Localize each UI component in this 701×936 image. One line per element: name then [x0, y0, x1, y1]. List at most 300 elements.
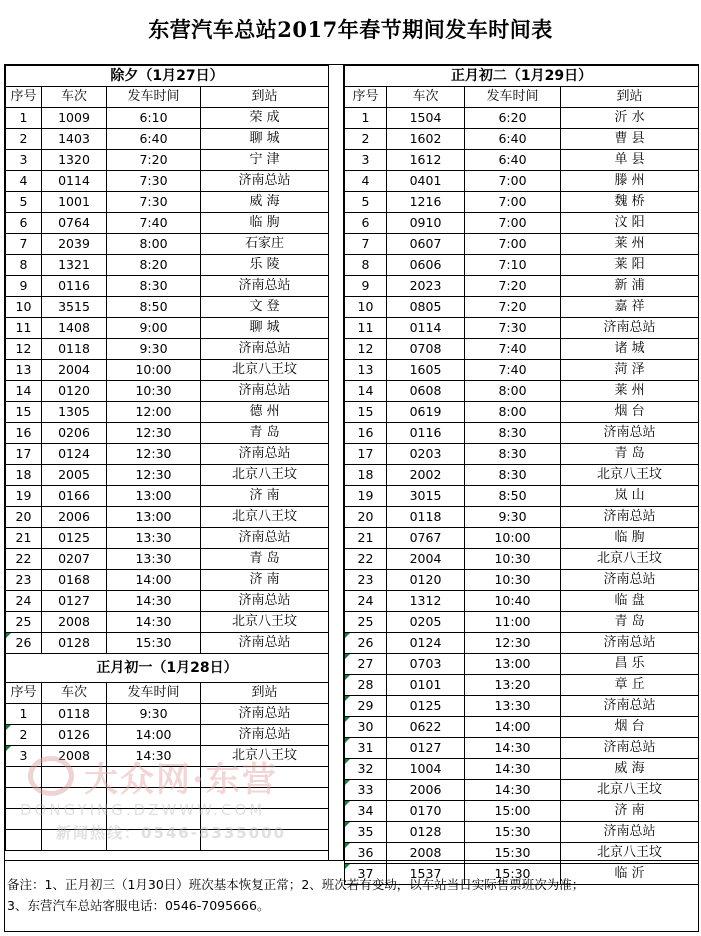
empty-cell — [6, 830, 42, 851]
row-time: 13:20 — [465, 675, 561, 696]
table-row — [345, 780, 699, 801]
row-train: 0127 — [387, 738, 465, 759]
table-row — [345, 591, 699, 612]
table-row — [6, 633, 329, 654]
row-seq: 9 — [6, 276, 42, 297]
row-train: 2008 — [387, 843, 465, 864]
table-row — [6, 276, 329, 297]
row-train: 0120 — [42, 381, 107, 402]
table-row — [6, 444, 329, 465]
table-row — [345, 213, 699, 234]
row-time: 12:30 — [465, 633, 561, 654]
row-time: 15:00 — [465, 801, 561, 822]
row-time: 14:30 — [107, 591, 201, 612]
table-row — [6, 339, 329, 360]
row-seq: 22 — [345, 549, 387, 570]
row-dest: 北京八王坟 — [201, 746, 329, 767]
row-time: 14:30 — [107, 612, 201, 633]
row-dest: 青 岛 — [561, 612, 699, 633]
row-dest: 临 朐 — [561, 528, 699, 549]
table-row — [345, 654, 699, 675]
row-dest: 菏 泽 — [561, 360, 699, 381]
row-time: 8:30 — [107, 276, 201, 297]
row-train: 1216 — [387, 192, 465, 213]
row-time: 13:30 — [107, 549, 201, 570]
row-time: 9:30 — [465, 507, 561, 528]
table-row — [345, 444, 699, 465]
empty-cell — [201, 788, 329, 809]
row-train: 1312 — [387, 591, 465, 612]
row-dest: 济 南 — [201, 486, 329, 507]
row-seq: 17 — [6, 444, 42, 465]
row-dest: 北京八王坟 — [201, 612, 329, 633]
row-time: 10:00 — [107, 360, 201, 381]
watermark-site: DONGYING.DZWWW.COM — [20, 801, 266, 819]
row-dest: 济南总站 — [561, 423, 699, 444]
row-train: 0168 — [42, 570, 107, 591]
col-header-seq: 序号 — [6, 683, 42, 704]
row-dest: 济南总站 — [201, 725, 329, 746]
row-dest: 聊 城 — [201, 318, 329, 339]
row-dest: 威 海 — [561, 759, 699, 780]
row-train: 0205 — [387, 612, 465, 633]
row-seq: 13 — [6, 360, 42, 381]
empty-row — [6, 830, 329, 851]
page-title: 东营汽车总站2017年春节期间发车时间表 — [148, 17, 553, 42]
row-seq: 21 — [345, 528, 387, 549]
row-time: 10:30 — [107, 381, 201, 402]
col-header-seq: 序号 — [345, 87, 387, 108]
row-seq: 24 — [345, 591, 387, 612]
row-seq: 11 — [6, 318, 42, 339]
row-dest: 滕 州 — [561, 171, 699, 192]
row-dest: 济 南 — [201, 570, 329, 591]
row-dest: 嘉 祥 — [561, 297, 699, 318]
table-row — [6, 746, 329, 767]
row-dest: 曹 县 — [561, 129, 699, 150]
row-train: 1320 — [42, 150, 107, 171]
row-time: 14:00 — [465, 717, 561, 738]
col-header-time: 发车时间 — [107, 87, 201, 108]
row-time: 15:30 — [465, 864, 561, 885]
row-seq: 26 — [6, 633, 42, 654]
table-row — [345, 150, 699, 171]
row-train: 3015 — [387, 486, 465, 507]
day2-caption: 正月初二（1月29日） — [345, 66, 699, 87]
row-time: 9:30 — [107, 704, 201, 725]
empty-cell — [42, 809, 107, 830]
row-time: 10:30 — [465, 570, 561, 591]
row-time: 8:50 — [107, 297, 201, 318]
row-seq: 37 — [345, 864, 387, 885]
table-row — [345, 528, 699, 549]
row-dest: 青 岛 — [201, 549, 329, 570]
table-row — [345, 297, 699, 318]
eve-caption: 除夕（1月27日） — [6, 66, 329, 87]
row-train: 1605 — [387, 360, 465, 381]
row-dest: 威 海 — [201, 192, 329, 213]
remarks-line-2: 3、东营汽车总站客服电话：0546-7095666。 — [7, 898, 270, 913]
table-row — [6, 171, 329, 192]
col-header-dest: 到站 — [201, 87, 329, 108]
empty-cell — [107, 830, 201, 851]
row-seq: 24 — [6, 591, 42, 612]
row-time: 7:30 — [107, 192, 201, 213]
row-time: 14:00 — [107, 570, 201, 591]
table-row — [345, 633, 699, 654]
table-row — [345, 192, 699, 213]
row-seq: 6 — [345, 213, 387, 234]
row-seq: 32 — [345, 759, 387, 780]
row-dest: 济南总站 — [201, 591, 329, 612]
row-seq: 12 — [345, 339, 387, 360]
row-seq: 30 — [345, 717, 387, 738]
row-time: 7:00 — [465, 192, 561, 213]
row-train: 0116 — [387, 423, 465, 444]
row-time: 9:30 — [107, 339, 201, 360]
row-seq: 2 — [6, 725, 42, 746]
row-time: 15:30 — [465, 822, 561, 843]
row-dest: 临 朐 — [201, 213, 329, 234]
row-seq: 18 — [345, 465, 387, 486]
remarks-line-1: 备注：1、正月初三（1月30日）班次基本恢复正常；2、班次若有变动，以车站当日实际售票班次为准； — [7, 877, 585, 892]
row-seq: 8 — [6, 255, 42, 276]
row-train: 0703 — [387, 654, 465, 675]
table-row — [345, 402, 699, 423]
col-header-time: 发车时间 — [107, 683, 201, 704]
row-train: 0910 — [387, 213, 465, 234]
table-row — [6, 360, 329, 381]
right-column — [344, 65, 698, 885]
row-dest: 烟 台 — [561, 402, 699, 423]
row-time: 10:40 — [465, 591, 561, 612]
table-row — [6, 192, 329, 213]
row-dest: 济 南 — [561, 801, 699, 822]
row-time: 7:20 — [465, 276, 561, 297]
row-train: 0166 — [42, 486, 107, 507]
table-row — [345, 486, 699, 507]
table-row — [345, 423, 699, 444]
row-seq: 7 — [6, 234, 42, 255]
row-seq: 16 — [345, 423, 387, 444]
row-time: 6:40 — [107, 129, 201, 150]
row-train: 0619 — [387, 402, 465, 423]
table-row — [345, 717, 699, 738]
row-time: 7:00 — [465, 234, 561, 255]
row-time: 15:30 — [107, 633, 201, 654]
row-seq: 31 — [345, 738, 387, 759]
row-train: 0128 — [387, 822, 465, 843]
row-seq: 22 — [6, 549, 42, 570]
row-time: 8:00 — [465, 402, 561, 423]
empty-cell — [201, 809, 329, 830]
row-time: 8:30 — [465, 423, 561, 444]
row-time: 13:00 — [107, 486, 201, 507]
row-seq: 14 — [345, 381, 387, 402]
empty-row — [6, 767, 329, 788]
col-header-time: 发车时间 — [465, 87, 561, 108]
table-row — [345, 171, 699, 192]
row-seq: 20 — [6, 507, 42, 528]
row-seq: 5 — [345, 192, 387, 213]
table-row — [6, 725, 329, 746]
row-seq: 27 — [345, 654, 387, 675]
row-dest: 济南总站 — [561, 570, 699, 591]
row-seq: 10 — [6, 297, 42, 318]
row-time: 8:20 — [107, 255, 201, 276]
table-row — [6, 381, 329, 402]
empty-cell — [107, 767, 201, 788]
table-row — [6, 423, 329, 444]
row-seq: 16 — [6, 423, 42, 444]
row-seq: 7 — [345, 234, 387, 255]
empty-cell — [201, 830, 329, 851]
row-train: 0114 — [387, 318, 465, 339]
row-train: 0207 — [42, 549, 107, 570]
row-time: 8:30 — [465, 444, 561, 465]
row-train: 2023 — [387, 276, 465, 297]
row-dest: 沂 水 — [561, 108, 699, 129]
row-train: 1305 — [42, 402, 107, 423]
row-train: 0118 — [42, 704, 107, 725]
row-seq: 13 — [345, 360, 387, 381]
row-time: 8:00 — [107, 234, 201, 255]
row-dest: 济南总站 — [201, 528, 329, 549]
row-dest: 岚 山 — [561, 486, 699, 507]
row-time: 14:30 — [465, 780, 561, 801]
row-dest: 济南总站 — [561, 738, 699, 759]
row-train: 2006 — [387, 780, 465, 801]
row-seq: 18 — [6, 465, 42, 486]
row-train: 1004 — [387, 759, 465, 780]
row-dest: 北京八王坟 — [201, 465, 329, 486]
left-column — [5, 65, 328, 851]
row-time: 8:30 — [465, 465, 561, 486]
row-dest: 魏 桥 — [561, 192, 699, 213]
watermark-hotline: 新闻热线：0546-8335000 — [56, 824, 287, 842]
col-header-seq: 序号 — [6, 87, 42, 108]
row-train: 0114 — [42, 171, 107, 192]
row-train: 1612 — [387, 150, 465, 171]
row-train: 0116 — [42, 276, 107, 297]
empty-cell — [42, 830, 107, 851]
row-time: 10:00 — [465, 528, 561, 549]
row-train: 0125 — [387, 696, 465, 717]
empty-cell — [6, 788, 42, 809]
row-train: 1537 — [387, 864, 465, 885]
row-train: 0767 — [387, 528, 465, 549]
table-row — [345, 507, 699, 528]
table-row — [6, 486, 329, 507]
row-train: 1602 — [387, 129, 465, 150]
row-dest: 临 盘 — [561, 591, 699, 612]
row-seq: 26 — [345, 633, 387, 654]
row-train: 2005 — [42, 465, 107, 486]
table-row — [345, 570, 699, 591]
row-time: 6:10 — [107, 108, 201, 129]
row-time: 7:40 — [107, 213, 201, 234]
row-dest: 济南总站 — [561, 633, 699, 654]
row-train: 2004 — [387, 549, 465, 570]
table-row — [6, 213, 329, 234]
row-dest: 济南总站 — [201, 339, 329, 360]
row-seq: 23 — [6, 570, 42, 591]
row-train: 2008 — [42, 612, 107, 633]
row-train: 2039 — [42, 234, 107, 255]
row-seq: 34 — [345, 801, 387, 822]
row-seq: 21 — [6, 528, 42, 549]
row-dest: 济南总站 — [201, 444, 329, 465]
row-time: 7:00 — [465, 213, 561, 234]
row-seq: 15 — [345, 402, 387, 423]
row-time: 9:00 — [107, 318, 201, 339]
empty-cell — [6, 809, 42, 830]
row-seq: 3 — [345, 150, 387, 171]
row-time: 7:40 — [465, 360, 561, 381]
row-seq: 20 — [345, 507, 387, 528]
row-seq: 10 — [345, 297, 387, 318]
row-seq: 19 — [6, 486, 42, 507]
empty-cell — [42, 767, 107, 788]
row-dest: 新 浦 — [561, 276, 699, 297]
table-row — [345, 612, 699, 633]
row-seq: 11 — [345, 318, 387, 339]
row-seq: 6 — [6, 213, 42, 234]
row-dest: 济南总站 — [561, 696, 699, 717]
table-row — [345, 465, 699, 486]
row-seq: 4 — [6, 171, 42, 192]
row-time: 7:40 — [465, 339, 561, 360]
table-row — [6, 255, 329, 276]
row-train: 0127 — [42, 591, 107, 612]
table-row — [345, 234, 699, 255]
row-dest: 临 沂 — [561, 864, 699, 885]
watermark-main: 大众网·东营 — [84, 760, 278, 800]
row-dest: 荣 成 — [201, 108, 329, 129]
table-row — [345, 738, 699, 759]
day1-caption: 正月初一（1月28日） — [6, 654, 329, 683]
row-seq: 8 — [345, 255, 387, 276]
row-train: 0206 — [42, 423, 107, 444]
table-row — [6, 150, 329, 171]
empty-cell — [6, 767, 42, 788]
row-dest: 宁 津 — [201, 150, 329, 171]
row-dest: 诸 城 — [561, 339, 699, 360]
row-dest: 乐 陵 — [201, 255, 329, 276]
row-time: 6:40 — [465, 150, 561, 171]
row-seq: 9 — [345, 276, 387, 297]
row-train: 0764 — [42, 213, 107, 234]
col-header-train: 车次 — [42, 683, 107, 704]
row-dest: 济南总站 — [561, 822, 699, 843]
row-dest: 汶 阳 — [561, 213, 699, 234]
empty-row — [6, 809, 329, 830]
row-time: 12:30 — [107, 465, 201, 486]
row-dest: 聊 城 — [201, 129, 329, 150]
row-seq: 2 — [6, 129, 42, 150]
row-train: 0124 — [42, 444, 107, 465]
col-header-train: 车次 — [387, 87, 465, 108]
row-dest: 青 岛 — [201, 423, 329, 444]
row-dest: 北京八王坟 — [561, 549, 699, 570]
row-time: 6:20 — [465, 108, 561, 129]
row-train: 0606 — [387, 255, 465, 276]
row-train: 0708 — [387, 339, 465, 360]
empty-cell — [42, 788, 107, 809]
row-seq: 3 — [6, 150, 42, 171]
row-train: 1504 — [387, 108, 465, 129]
row-seq: 14 — [6, 381, 42, 402]
row-seq: 33 — [345, 780, 387, 801]
row-train: 2008 — [42, 746, 107, 767]
row-time: 11:00 — [465, 612, 561, 633]
table-row — [345, 360, 699, 381]
table-row — [6, 612, 329, 633]
row-seq: 1 — [6, 108, 42, 129]
table-row — [345, 759, 699, 780]
col-header-dest: 到站 — [561, 87, 699, 108]
row-train: 0608 — [387, 381, 465, 402]
row-train: 1321 — [42, 255, 107, 276]
table-row — [6, 549, 329, 570]
row-dest: 北京八王坟 — [201, 507, 329, 528]
row-dest: 烟 台 — [561, 717, 699, 738]
row-seq: 17 — [345, 444, 387, 465]
row-time: 12:00 — [107, 402, 201, 423]
table-row — [6, 234, 329, 255]
row-seq: 15 — [6, 402, 42, 423]
row-dest: 济南总站 — [201, 704, 329, 725]
row-train: 0128 — [42, 633, 107, 654]
row-dest: 莱 州 — [561, 381, 699, 402]
row-seq: 2 — [345, 129, 387, 150]
row-time: 7:20 — [107, 150, 201, 171]
row-time: 7:10 — [465, 255, 561, 276]
table-row — [345, 108, 699, 129]
row-time: 7:30 — [107, 171, 201, 192]
row-dest: 济南总站 — [201, 381, 329, 402]
row-seq: 12 — [6, 339, 42, 360]
row-train: 1408 — [42, 318, 107, 339]
row-seq: 25 — [345, 612, 387, 633]
table-row — [345, 801, 699, 822]
table-row — [6, 318, 329, 339]
row-time: 13:30 — [107, 528, 201, 549]
row-seq: 28 — [345, 675, 387, 696]
col-header-dest: 到站 — [201, 683, 329, 704]
row-dest: 济南总站 — [201, 171, 329, 192]
row-time: 13:00 — [107, 507, 201, 528]
row-time: 8:50 — [465, 486, 561, 507]
table-row — [6, 704, 329, 725]
row-train: 0125 — [42, 528, 107, 549]
row-dest: 昌 乐 — [561, 654, 699, 675]
row-dest: 章 丘 — [561, 675, 699, 696]
row-seq: 29 — [345, 696, 387, 717]
row-time: 14:30 — [465, 738, 561, 759]
row-train: 1001 — [42, 192, 107, 213]
empty-cell — [201, 767, 329, 788]
schedule-sheet — [4, 64, 699, 932]
row-seq: 19 — [345, 486, 387, 507]
row-time: 14:30 — [107, 746, 201, 767]
table-row — [6, 297, 329, 318]
row-train: 2006 — [42, 507, 107, 528]
row-train: 1009 — [42, 108, 107, 129]
row-train: 0805 — [387, 297, 465, 318]
row-train: 2004 — [42, 360, 107, 381]
eve-table — [5, 65, 329, 654]
